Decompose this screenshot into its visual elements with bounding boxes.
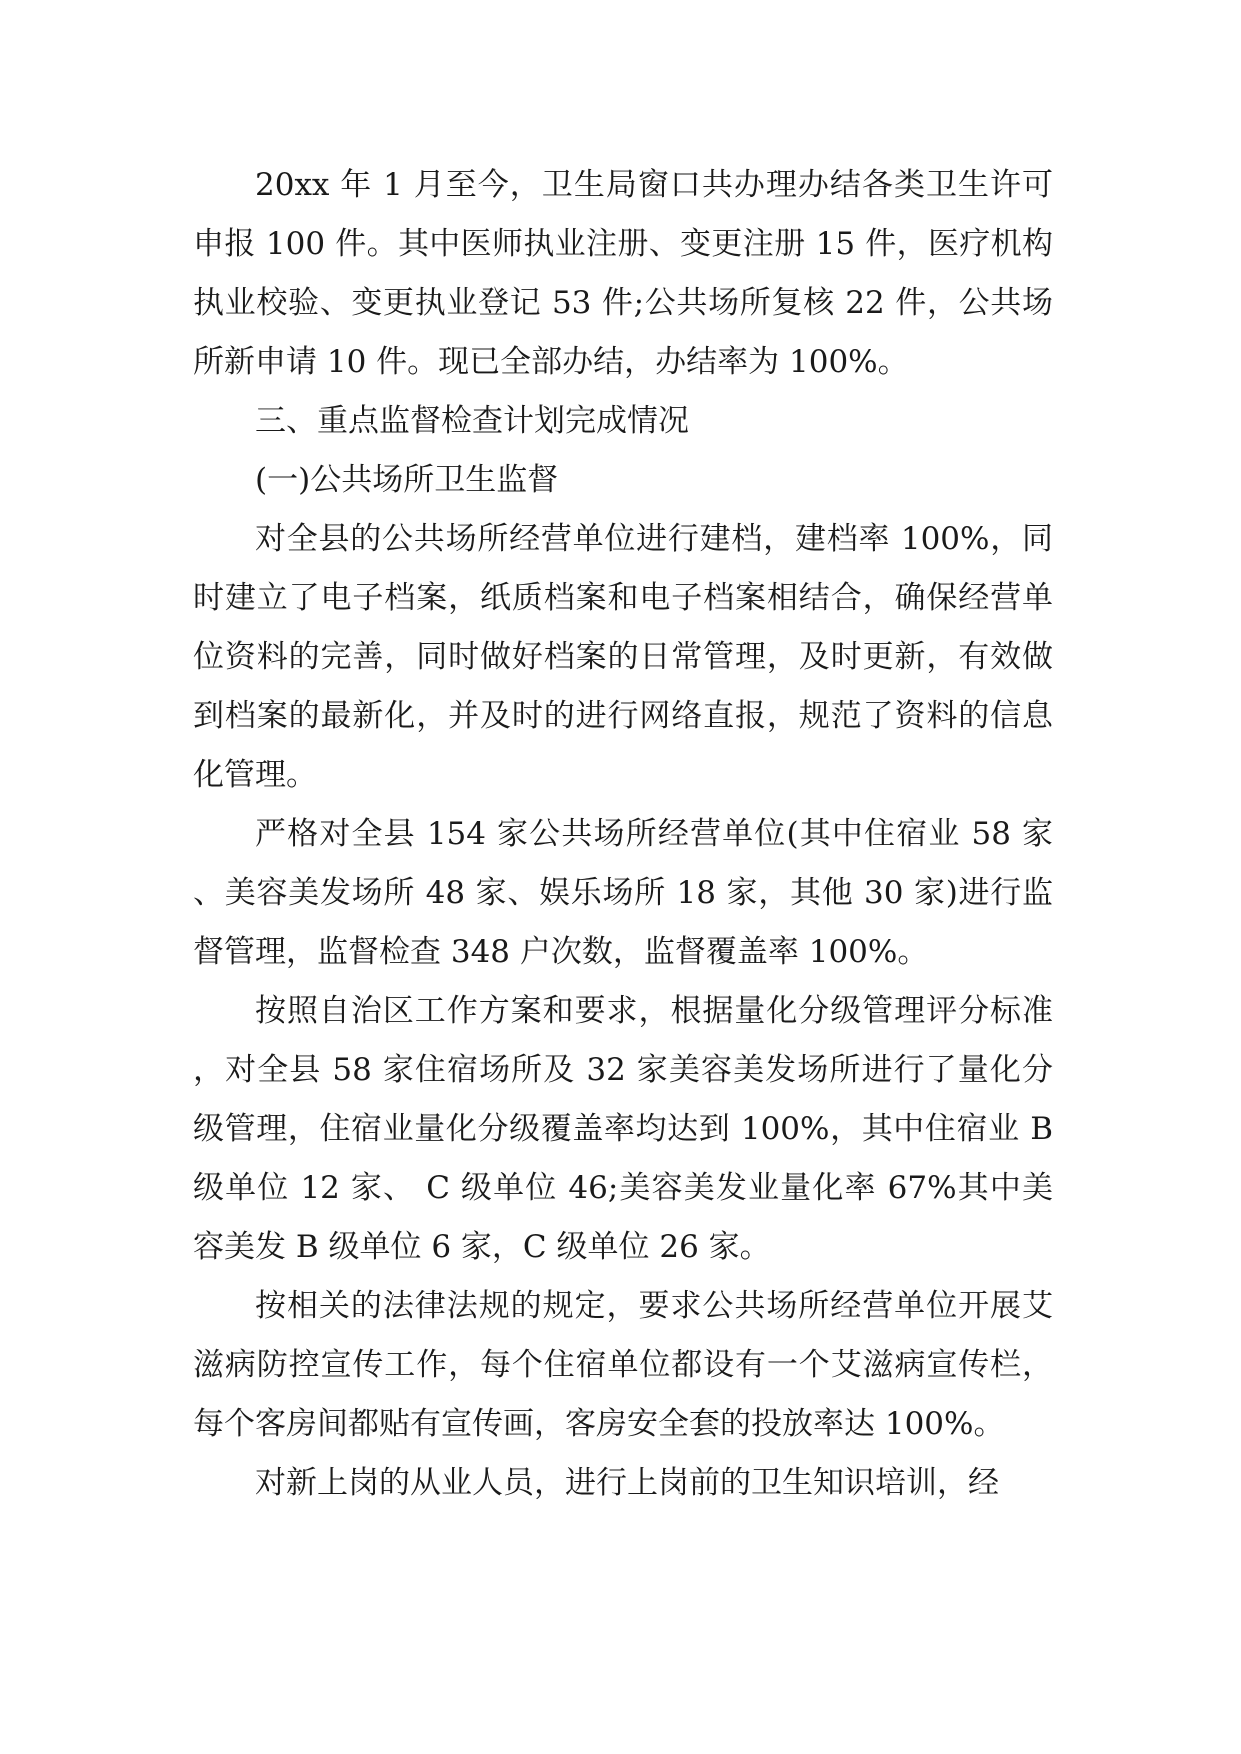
paragraph-supervision: 严格对全县 154 家公共场所经营单位(其中住宿业 58 家、美容美发场所 48 家、娱乐场所 18 家，其他 30 家)进行监督管理，监督检查 348 户次数，监督覆盖率 100%。 xyxy=(193,816,1053,970)
paragraph-archives: 对全县的公共场所经营单位进行建档，建档率 100%，同时建立了电子档案，纸质档案和电子档案相结合，确保经营单位资料的完善，同时做好档案的日常管理，及时更新，有效做到档案的最新化，并及时的进行网络直报，规范了资料的信息化管理。 xyxy=(193,521,1053,793)
paragraph-training: 对新上岗的从业人员，进行上岗前的卫生知识培训，经 xyxy=(255,1465,999,1501)
paragraph-grading: 按照自治区工作方案和要求，根据量化分级管理评分标准，对全县 58 家住宿场所及 32 家美容美发场所进行了量化分级管理，住宿业量化分级覆盖率均达到 100%，其中住宿业 B 级单位 12 家、 C 级单位 46;美容美发业量化率 67%其中美容美发 B 级单位 6 家，C 级单位 26 家。 xyxy=(193,993,1053,1265)
subsection-heading: (一)公共场所卫生监督 xyxy=(255,462,559,498)
section-heading: 三、重点监督检查计划完成情况 xyxy=(255,403,689,439)
document-body xyxy=(193,156,1053,1513)
paragraph-aids-prevention: 按相关的法律法规的规定，要求公共场所经营单位开展艾滋病防控宣传工作，每个住宿单位都设有一个艾滋病宣传栏，每个客房间都贴有宣传画，客房安全套的投放率达 100%。 xyxy=(193,1288,1053,1442)
paragraph-license-applications: 20xx 年 1 月至今，卫生局窗口共办理办结各类卫生许可申报 100 件。其中医师执业注册、变更注册 15 件，医疗机构执业校验、变更执业登记 53 件;公共场所复核 22 件，公共场所新申请 10 件。现已全部办结，办结率为 100%。 xyxy=(193,167,1053,380)
